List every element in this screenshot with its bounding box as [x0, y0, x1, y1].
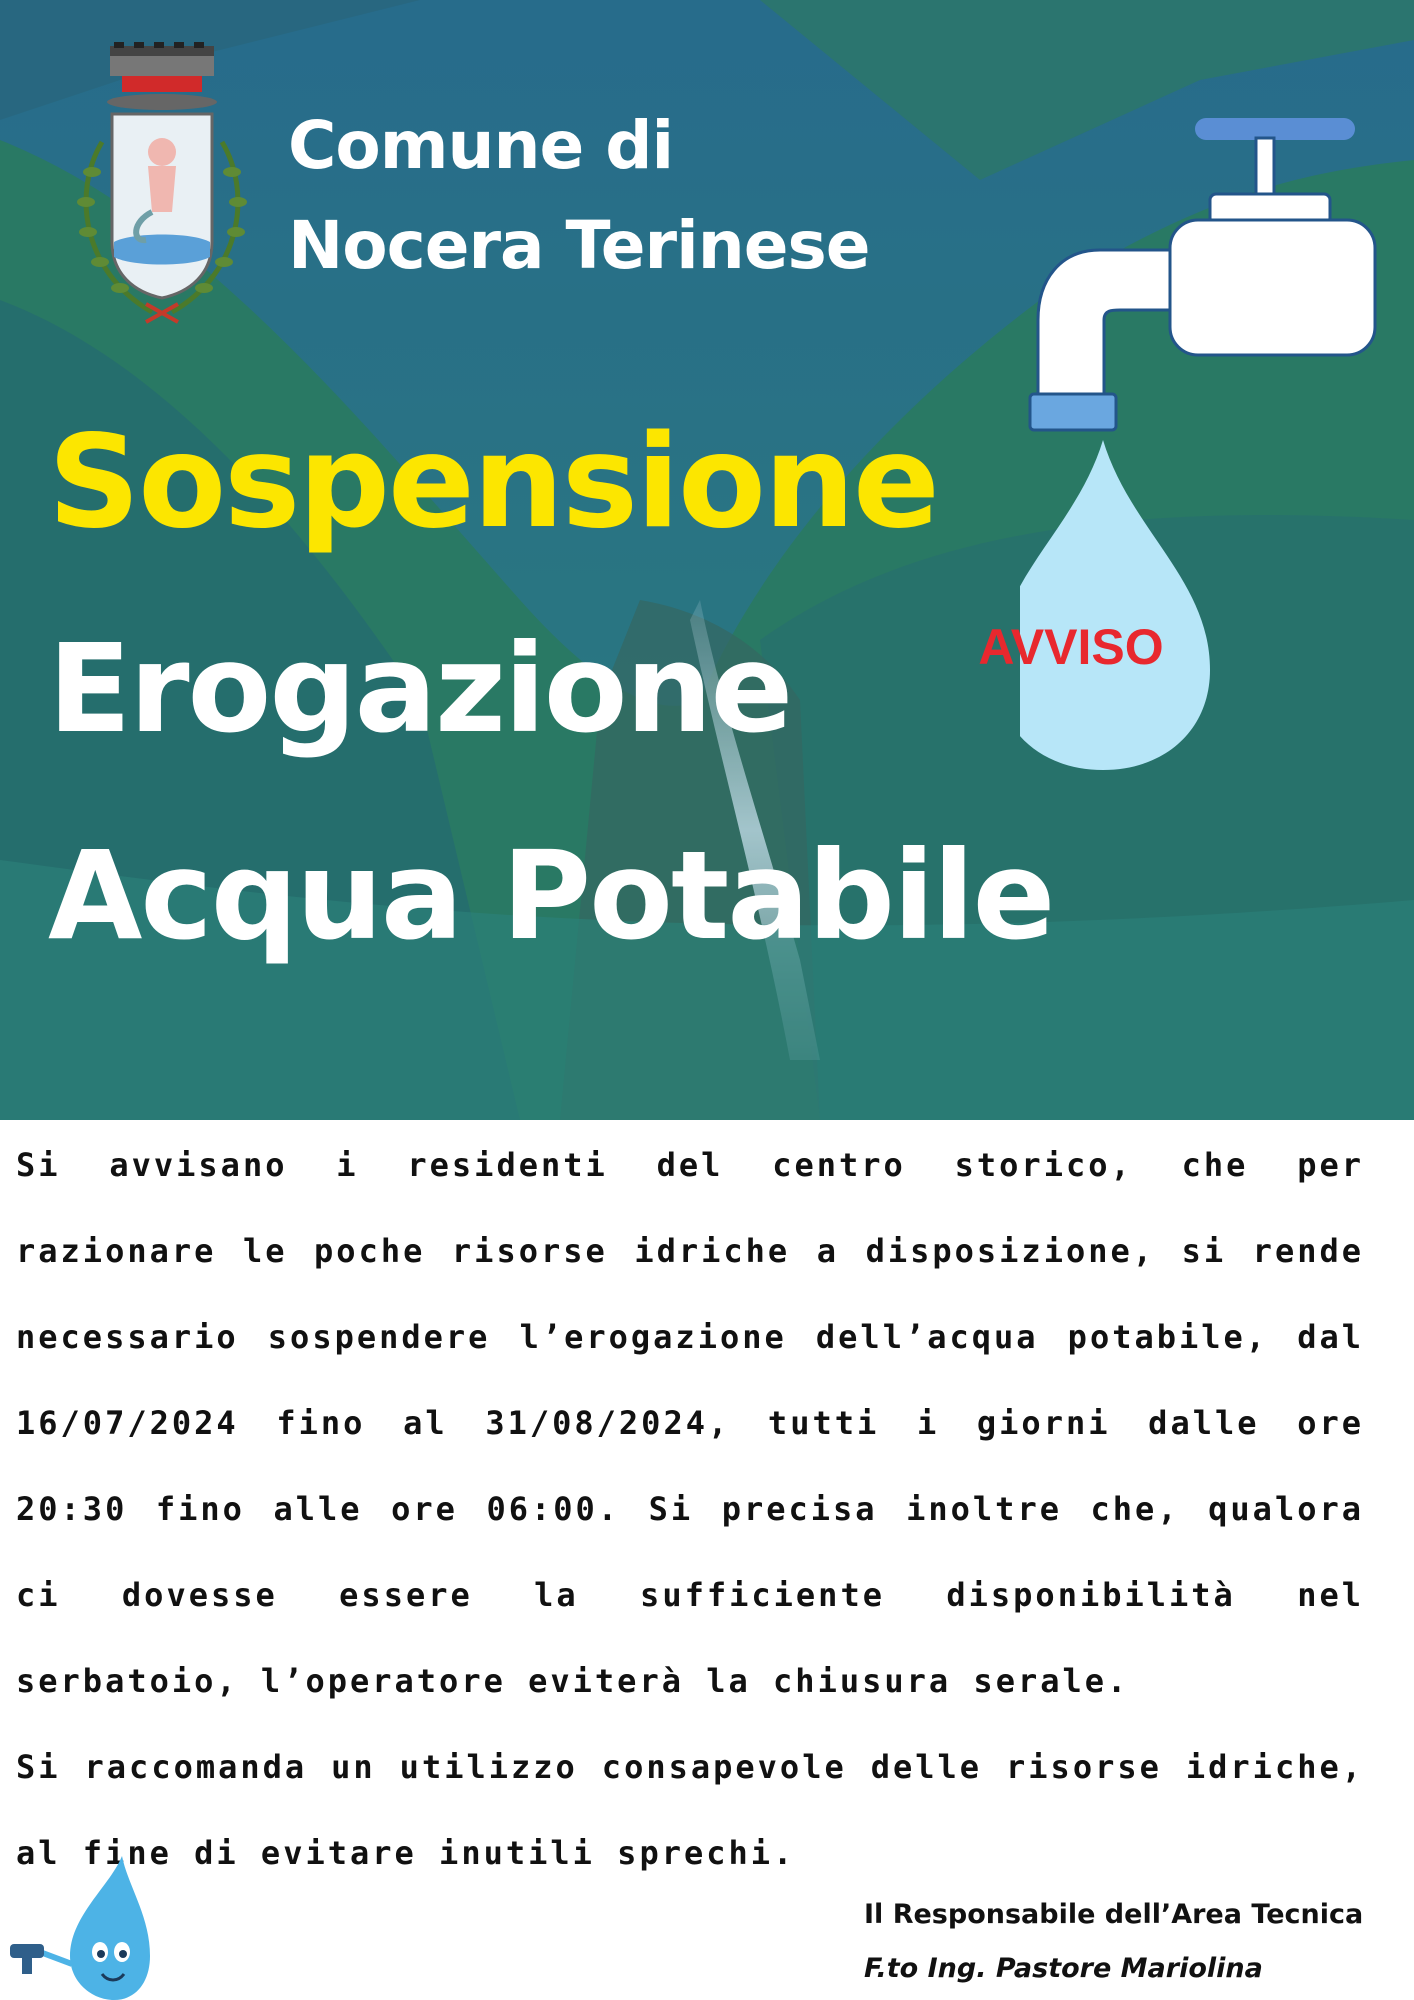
municipality-name: [288, 96, 870, 296]
municipality-line-1: Comune di: [288, 107, 674, 184]
notice-body: [16, 1122, 1364, 1896]
water-tap-icon: [1020, 110, 1390, 790]
crest-icon: [62, 42, 262, 328]
municipality-line-2: Nocera Terinese: [288, 207, 870, 284]
signature-role: Il Responsabile dell’Area Tecnica: [864, 1899, 1364, 1930]
notice-paragraph-1: Si avvisano i residenti del centro storico, che per razionare le poche risorse idriche a disposizione, si rende necessario sospendere l’erogazione dell’acqua potabile, dal 16/07/2024 fino al 31/08/2024, tutti i giorni dalle ore 20:30 fino alle ore 06:00. Si precisa inoltre che, qualora ci dovesse essere la sufficiente disponibilità nel serbatoio, l’operatore eviterà la chiusura serale.: [16, 1146, 1364, 1700]
notice-paragraph-2: Si raccomanda un utilizzo consapevole delle risorse idriche, al fine di evitare inutili sprechi.: [16, 1748, 1364, 1872]
headline-line-3: Acqua Potabile: [48, 825, 1054, 967]
notice-badge: AVVISO: [978, 619, 1164, 675]
headline-line-1: Sospensione: [48, 408, 938, 557]
signature-block: [864, 1888, 1363, 1996]
signature-name: F.to Ing. Pastore Mariolina: [864, 1953, 1263, 1984]
droplet-mascot-icon: [10, 1856, 150, 2000]
headline-line-2: Erogazione: [48, 618, 792, 760]
